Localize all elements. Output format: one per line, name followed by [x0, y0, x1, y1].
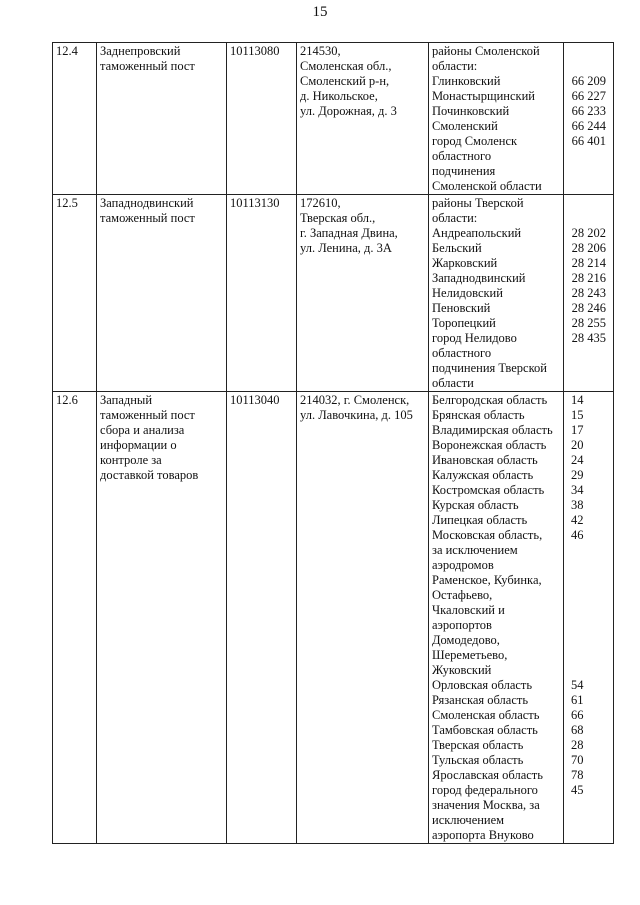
- region-code: 17: [571, 423, 584, 437]
- region-code: 66 401: [571, 134, 606, 148]
- region-line: Смоленской области: [432, 179, 542, 193]
- region-line: подчинения Тверской: [432, 361, 547, 375]
- region-line: Глинковский: [432, 74, 501, 88]
- post-address: [297, 392, 429, 844]
- address-line: Смоленская обл.,: [300, 59, 392, 73]
- post-name-line: Западный: [100, 393, 153, 407]
- row-number-text: 12.5: [56, 196, 78, 210]
- region-line: Нелидовский: [432, 286, 503, 300]
- region-code: [567, 828, 610, 843]
- region-code: 66 244: [571, 119, 606, 133]
- row-number: [53, 392, 97, 844]
- region-line: области: [432, 376, 474, 390]
- region-code: [567, 44, 610, 59]
- region-code: 28 206: [571, 241, 606, 255]
- region-code: [567, 813, 610, 828]
- region-line: области:: [432, 59, 478, 73]
- post-name: [97, 43, 227, 195]
- region-code: 28 246: [571, 301, 606, 315]
- region-codes: [564, 43, 614, 195]
- region-code: [567, 618, 610, 633]
- region-line: Чкаловский и: [432, 603, 505, 617]
- region-code: 28 255: [571, 316, 606, 330]
- region-code: [567, 648, 610, 663]
- region-code: 29: [571, 468, 584, 482]
- region-code: [567, 59, 610, 74]
- region-line: исключением: [432, 813, 505, 827]
- region-line: Орловская область: [432, 678, 533, 692]
- region-code: 24: [571, 453, 584, 467]
- post-name: [97, 195, 227, 392]
- post-name-line: контроле за: [100, 453, 162, 467]
- region-line: Тверская область: [432, 738, 524, 752]
- region-line: Монастырщинский: [432, 89, 535, 103]
- region-code: 45: [571, 783, 584, 797]
- region-code: [567, 196, 610, 211]
- customs-posts-table: [52, 42, 614, 844]
- row-number-text: 12.6: [56, 393, 78, 407]
- region-code: 38: [571, 498, 584, 512]
- region-code: [567, 346, 610, 361]
- region-line: Смоленский: [432, 119, 498, 133]
- region-line: Андреапольский: [432, 226, 522, 240]
- region-line: Тамбовская область: [432, 723, 538, 737]
- region-code: [567, 211, 610, 226]
- region-code: [567, 603, 610, 618]
- region-line: город Смоленск: [432, 134, 518, 148]
- region-line: Смоленская область: [432, 708, 540, 722]
- post-code-text: 10113040: [230, 393, 280, 407]
- region-line: Липецкая область: [432, 513, 528, 527]
- region-code: 34: [571, 483, 584, 497]
- region-line: Костромская область: [432, 483, 545, 497]
- region-code: [567, 164, 610, 179]
- region-code: 15: [571, 408, 584, 422]
- region-line: районы Смоленской: [432, 44, 540, 58]
- region-code: 28 214: [571, 256, 606, 270]
- region-code: 54: [571, 678, 584, 692]
- region-line: Остафьево,: [432, 588, 493, 602]
- region-code: 14: [571, 393, 584, 407]
- region-line: аэропортов: [432, 618, 492, 632]
- region-line: подчинения: [432, 164, 496, 178]
- row-number-text: 12.4: [56, 44, 78, 58]
- region-list: [429, 195, 564, 392]
- address-line: 214530,: [300, 44, 341, 58]
- post-address: [297, 195, 429, 392]
- region-line: Калужская область: [432, 468, 534, 482]
- region-code: 66 209: [571, 74, 606, 88]
- region-code: [567, 663, 610, 678]
- region-code: [567, 573, 610, 588]
- region-line: Бельский: [432, 241, 482, 255]
- region-line: Западнодвинский: [432, 271, 526, 285]
- region-line: областного: [432, 149, 492, 163]
- region-code: 61: [571, 693, 584, 707]
- address-line: д. Никольское,: [300, 89, 378, 103]
- region-line: аэродромов: [432, 558, 494, 572]
- post-code: [227, 392, 297, 844]
- address-line: ул. Ленина, д. 3А: [300, 241, 392, 255]
- region-code: 66: [571, 708, 584, 722]
- address-line: Смоленский р-н,: [300, 74, 390, 88]
- region-code: [567, 798, 610, 813]
- address-line: ул. Лавочкина, д. 105: [300, 408, 413, 422]
- address-line: ул. Дорожная, д. 3: [300, 104, 397, 118]
- region-line: Рязанская область: [432, 693, 529, 707]
- post-code: [227, 195, 297, 392]
- post-name-line: таможенный пост: [100, 211, 195, 225]
- row-number: [53, 43, 97, 195]
- region-code: [567, 588, 610, 603]
- region-line: Ивановская область: [432, 453, 538, 467]
- region-line: Брянская область: [432, 408, 525, 422]
- region-code: [567, 543, 610, 558]
- region-line: Белгородская область: [432, 393, 548, 407]
- region-line: Курская область: [432, 498, 519, 512]
- region-code: 28 216: [571, 271, 606, 285]
- table-row: [53, 43, 614, 195]
- region-line: районы Тверской: [432, 196, 524, 210]
- region-code: [567, 149, 610, 164]
- region-code: 20: [571, 438, 584, 452]
- region-line: Ярославская область: [432, 768, 543, 782]
- table-row: [53, 392, 614, 844]
- address-line: Тверская обл.,: [300, 211, 376, 225]
- post-name-line: сбора и анализа: [100, 423, 185, 437]
- region-code: [567, 361, 610, 376]
- region-line: Шереметьево,: [432, 648, 508, 662]
- region-code: 46: [571, 528, 584, 542]
- region-line: Воронежская область: [432, 438, 547, 452]
- region-code: 28 202: [571, 226, 606, 240]
- region-code: 68: [571, 723, 584, 737]
- region-line: Раменское, Кубинка,: [432, 573, 542, 587]
- region-code: 28 435: [571, 331, 606, 345]
- region-list: [429, 392, 564, 844]
- region-code: 28: [571, 738, 584, 752]
- address-line: 172610,: [300, 196, 341, 210]
- region-code: [567, 558, 610, 573]
- post-name-line: Заднепровский: [100, 44, 181, 58]
- table-row: [53, 195, 614, 392]
- region-code: [567, 179, 610, 194]
- region-code: 66 233: [571, 104, 606, 118]
- region-line: город федерального: [432, 783, 538, 797]
- region-line: за исключением: [432, 543, 518, 557]
- post-address: [297, 43, 429, 195]
- region-line: Жуковский: [432, 663, 492, 677]
- region-code: 78: [571, 768, 584, 782]
- post-name-line: таможенный пост: [100, 408, 195, 422]
- address-line: 214032, г. Смоленск,: [300, 393, 410, 407]
- region-line: Домодедово,: [432, 633, 500, 647]
- post-name: [97, 392, 227, 844]
- region-code: 70: [571, 753, 584, 767]
- region-line: Жарковский: [432, 256, 498, 270]
- region-code: 66 227: [571, 89, 606, 103]
- region-line: области:: [432, 211, 478, 225]
- post-name-line: таможенный пост: [100, 59, 195, 73]
- region-line: Владимирская область: [432, 423, 553, 437]
- region-line: аэропорта Внуково: [432, 828, 534, 842]
- post-name-line: доставкой товаров: [100, 468, 199, 482]
- region-code: 28 243: [571, 286, 606, 300]
- post-name-line: Западнодвинский: [100, 196, 194, 210]
- address-line: г. Западная Двина,: [300, 226, 398, 240]
- region-code: [567, 633, 610, 648]
- post-code: [227, 43, 297, 195]
- region-line: областного: [432, 346, 492, 360]
- region-line: значения Москва, за: [432, 798, 540, 812]
- row-number: [53, 195, 97, 392]
- region-line: Московская область,: [432, 528, 543, 542]
- region-code: [567, 376, 610, 391]
- region-line: город Нелидово: [432, 331, 517, 345]
- region-line: Тульская область: [432, 753, 524, 767]
- page-number: 15: [312, 4, 328, 20]
- region-line: Починковский: [432, 104, 510, 118]
- post-name-line: информации о: [100, 438, 177, 452]
- post-code-text: 10113130: [230, 196, 280, 210]
- region-line: Пеновский: [432, 301, 491, 315]
- region-codes: [564, 195, 614, 392]
- region-codes: [564, 392, 614, 844]
- region-code: 42: [571, 513, 584, 527]
- post-code-text: 10113080: [230, 44, 280, 58]
- region-line: Торопецкий: [432, 316, 496, 330]
- region-list: [429, 43, 564, 195]
